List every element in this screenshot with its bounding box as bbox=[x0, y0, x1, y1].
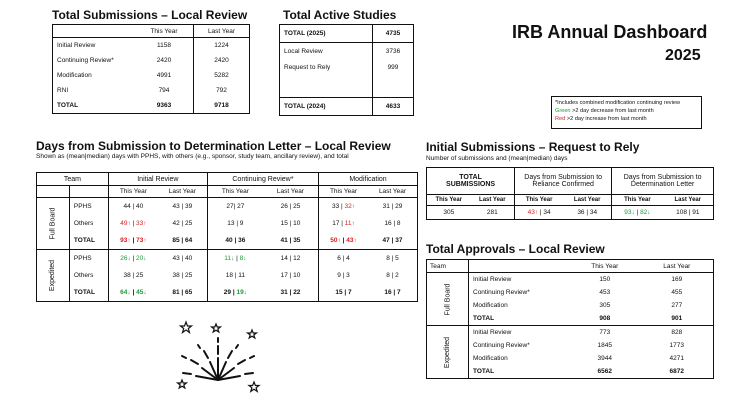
cell-last-year: 455 bbox=[671, 289, 683, 296]
note-asterisk: *Includes combined modification continuing review bbox=[555, 100, 680, 106]
cell: 38 | 25 bbox=[158, 267, 207, 284]
team-header: Team bbox=[37, 173, 109, 186]
row-label: Modification bbox=[473, 302, 508, 309]
cell: 31 | 29 bbox=[368, 198, 418, 216]
legend-notes bbox=[551, 96, 702, 129]
cell-last-year: 277 bbox=[671, 302, 683, 309]
table-row bbox=[427, 339, 714, 352]
cell: 40 | 36 bbox=[225, 237, 246, 244]
approvals-table bbox=[426, 259, 714, 379]
cell: 108 | 91 bbox=[663, 206, 714, 220]
table-row bbox=[53, 68, 250, 83]
cell-last-year: 6872 bbox=[669, 368, 685, 375]
cell: 15 | 10 bbox=[263, 215, 319, 232]
cell: 26↓ | 20↓ bbox=[108, 250, 157, 268]
cell: 43↑ | 34 bbox=[515, 206, 564, 220]
cell-this-year: 6562 bbox=[597, 368, 613, 375]
sub-header: Last Year bbox=[471, 195, 515, 206]
cell: 47 | 37 bbox=[382, 237, 403, 244]
cell-last-year: 828 bbox=[641, 326, 714, 340]
cell-this-year: 794 bbox=[135, 83, 194, 98]
table-row bbox=[37, 267, 418, 284]
table-row bbox=[53, 83, 250, 98]
cell-this-year: 150 bbox=[599, 276, 611, 283]
table-row bbox=[427, 206, 714, 220]
cell-last-year: 169 bbox=[671, 276, 683, 283]
cell-this-year: 9363 bbox=[135, 98, 194, 114]
col-header: Last Year bbox=[194, 25, 250, 38]
row-label: Others bbox=[69, 267, 108, 284]
cell: 42 | 25 bbox=[158, 215, 207, 232]
cell: 81 | 65 bbox=[158, 284, 207, 302]
row-label: PPHS bbox=[69, 250, 108, 268]
row-label: TOTAL bbox=[473, 315, 495, 322]
sub-header: Last Year bbox=[378, 188, 407, 195]
row-label: TOTAL (2025) bbox=[280, 25, 373, 43]
sub-header: Last Year bbox=[158, 186, 207, 198]
cell-last-year: 901 bbox=[671, 315, 683, 322]
cell: 26 | 25 bbox=[263, 198, 319, 216]
row-label: Continuing Review* bbox=[57, 57, 114, 64]
cell-this-year: 1845 bbox=[597, 342, 613, 349]
table-row-total bbox=[53, 98, 250, 114]
cell: 17 | 10 bbox=[263, 267, 319, 284]
cell: 43 | 39 bbox=[158, 198, 207, 216]
cell-last-year: 5282 bbox=[214, 72, 229, 79]
cell: 93↑ | 73↑ bbox=[120, 237, 147, 244]
group-label: Expedited bbox=[427, 326, 469, 379]
row-label: Continuing Review* bbox=[473, 289, 530, 296]
cell-last-year: 1773 bbox=[669, 342, 685, 349]
row-value: 4735 bbox=[373, 25, 414, 43]
cell-this-year: 453 bbox=[599, 289, 611, 296]
table-row bbox=[427, 326, 714, 340]
row-label: RNI bbox=[57, 87, 69, 94]
sub-header: This Year bbox=[119, 188, 147, 195]
row-value: 3736 bbox=[373, 43, 414, 61]
sub-header: This Year bbox=[624, 197, 651, 203]
sub-header: Last Year bbox=[563, 195, 612, 206]
cell: 17 | 11↑ bbox=[332, 220, 355, 227]
cell-last-year: 4271 bbox=[669, 355, 685, 362]
sub-header: This Year bbox=[435, 197, 463, 203]
cell: 16 | 7 bbox=[384, 289, 401, 296]
table-row bbox=[280, 60, 414, 98]
cell: 64↓ | 45↓ bbox=[120, 289, 147, 296]
cell-this-year: 1158 bbox=[135, 38, 194, 54]
dashboard-year: 2025 bbox=[665, 47, 701, 64]
table-row-total bbox=[37, 284, 418, 302]
row-label: Initial Review bbox=[469, 326, 570, 340]
cell-this-year: 3944 bbox=[597, 355, 613, 362]
dashboard-title: IRB Annual Dashboard bbox=[512, 22, 708, 42]
cell: 29 | 19↓ bbox=[223, 289, 247, 296]
group-label: Expedited bbox=[37, 250, 70, 302]
row-label: TOTAL (2024) bbox=[284, 103, 326, 110]
cell: 16 | 8 bbox=[384, 220, 401, 227]
reliance-header: Days from Submission to Reliance Confirmed bbox=[515, 168, 612, 195]
col-header: This Year bbox=[135, 25, 194, 38]
note-red: Red >2 day increase from last month bbox=[555, 116, 647, 122]
cell: 50↑ | 43↑ bbox=[330, 237, 357, 244]
approvals-title: Total Approvals – Local Review bbox=[426, 242, 605, 256]
cell: 11↓ | 8↓ bbox=[207, 250, 263, 268]
submissions-table bbox=[52, 24, 250, 114]
cell: 305 bbox=[427, 206, 471, 220]
note-green: Green >2 day decrease from last month bbox=[555, 108, 654, 114]
rely-subtitle: Number of submissions and (mean|median) days bbox=[426, 155, 568, 162]
cell-this-year: 4991 bbox=[135, 68, 194, 83]
col-group-header: Initial Review bbox=[108, 173, 207, 186]
cell: 14 | 12 bbox=[263, 250, 319, 268]
cell: 38 | 25 bbox=[123, 272, 144, 279]
cell: 85 | 64 bbox=[158, 232, 207, 250]
sub-header: This Year bbox=[221, 188, 249, 195]
cell: 15 | 7 bbox=[335, 289, 352, 296]
cell: 36 | 34 bbox=[563, 206, 612, 220]
group-label: Full Board bbox=[37, 198, 70, 250]
sub-header: Last Year bbox=[263, 186, 319, 198]
row-value: 4633 bbox=[373, 98, 414, 116]
active-studies-table bbox=[279, 24, 414, 116]
sub-header: This Year bbox=[525, 197, 553, 203]
rely-title: Initial Submissions – Request to Rely bbox=[426, 140, 640, 154]
active-title: Total Active Studies bbox=[283, 8, 397, 22]
table-row bbox=[280, 43, 414, 61]
days-subtitle: Shown as (mean|median) days with PPHS, with others (e.g., sponsor, study team, ancillary review), and total bbox=[36, 153, 349, 160]
row-label: Modification bbox=[57, 72, 92, 79]
cell: 13 | 9 bbox=[227, 220, 244, 227]
sub-header: This Year bbox=[329, 188, 358, 195]
cell: 44 | 40 bbox=[108, 198, 157, 216]
row-label: Initial Review bbox=[57, 42, 96, 49]
cell: 27| 27 bbox=[207, 198, 263, 216]
row-label: Modification bbox=[473, 355, 508, 362]
rely-table bbox=[426, 167, 714, 220]
cell-this-year: 305 bbox=[599, 302, 611, 309]
cell-last-year: 792 bbox=[216, 87, 227, 94]
table-row bbox=[427, 299, 714, 312]
table-row bbox=[427, 273, 714, 287]
table-row bbox=[53, 38, 250, 54]
cell: 8 | 5 bbox=[368, 250, 418, 268]
cell-this-year: 773 bbox=[569, 326, 641, 340]
cell: 281 bbox=[471, 206, 515, 220]
cell: 18 | 11 bbox=[225, 272, 245, 279]
cell: 31 | 22 bbox=[263, 284, 319, 302]
team-header: Team bbox=[427, 260, 469, 273]
cell-last-year: 2420 bbox=[214, 57, 229, 64]
row-label: Initial Review bbox=[473, 276, 512, 283]
fireworks-icon bbox=[172, 318, 264, 396]
table-row bbox=[280, 98, 414, 116]
row-label: TOTAL bbox=[57, 102, 79, 109]
cell-last-year: 9718 bbox=[214, 102, 229, 109]
table-row-total bbox=[37, 232, 418, 250]
row-value: 999 bbox=[373, 60, 414, 98]
cell: 93↓ | 82↓ bbox=[612, 206, 663, 220]
table-row bbox=[37, 250, 418, 268]
col-header: This Year bbox=[569, 260, 641, 273]
table-row bbox=[37, 215, 418, 232]
row-label: Local Review bbox=[284, 48, 323, 55]
cell-this-year: 908 bbox=[599, 315, 611, 322]
col-group-header: Modification bbox=[319, 173, 418, 186]
row-label: TOTAL bbox=[473, 368, 495, 375]
row-label: TOTAL bbox=[69, 232, 108, 250]
row-label: TOTAL bbox=[69, 284, 108, 302]
total-submissions-header: TOTAL SUBMISSIONS bbox=[427, 168, 515, 195]
cell: 49↑ | 33↑ bbox=[120, 220, 147, 227]
table-row bbox=[37, 198, 418, 216]
cell: 6 | 4 bbox=[319, 250, 368, 268]
days-table bbox=[36, 172, 418, 302]
submissions-title: Total Submissions – Local Review bbox=[52, 8, 248, 22]
table-row bbox=[280, 25, 414, 43]
row-label: PPHS bbox=[69, 198, 108, 216]
table-row bbox=[53, 53, 250, 68]
days-title: Days from Submission to Determination Letter – Local Review bbox=[36, 139, 391, 153]
table-row-total bbox=[427, 365, 714, 379]
cell: 33 | 32↑ bbox=[319, 198, 368, 216]
cell: 43 | 40 bbox=[158, 250, 207, 268]
cell: 8 | 2 bbox=[386, 272, 399, 279]
determination-header: Days from Submission to Determination Letter bbox=[612, 168, 714, 195]
table-row bbox=[427, 286, 714, 299]
col-header: Last Year bbox=[641, 260, 714, 273]
cell: 9 | 3 bbox=[337, 272, 350, 279]
row-label: Continuing Review* bbox=[473, 342, 530, 349]
row-label: Others bbox=[69, 215, 108, 232]
table-row bbox=[427, 352, 714, 365]
sub-header: Last Year bbox=[674, 197, 702, 203]
table-row-total bbox=[427, 312, 714, 326]
cell-last-year: 1224 bbox=[214, 42, 229, 49]
group-label: Full Board bbox=[427, 273, 469, 326]
row-label: Request to Rely bbox=[280, 60, 373, 98]
cell-this-year: 2420 bbox=[135, 53, 194, 68]
col-group-header: Continuing Review* bbox=[207, 173, 318, 186]
cell: 41 | 35 bbox=[263, 232, 319, 250]
